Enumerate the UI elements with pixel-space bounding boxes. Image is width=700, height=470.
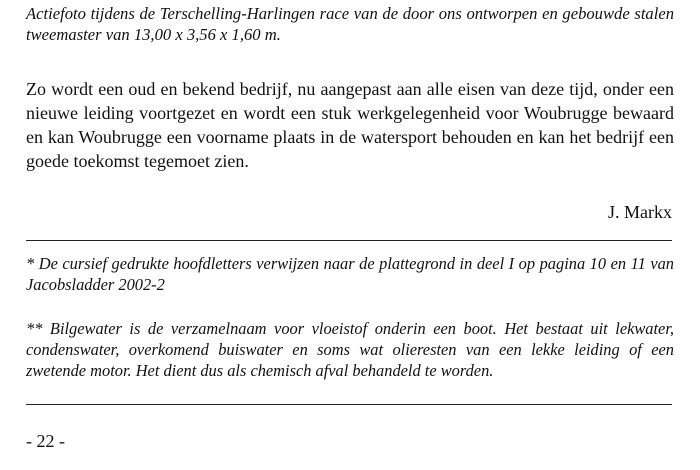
- page-number: - 22 -: [26, 431, 65, 451]
- footnote-2: ** Bilgewater is de verzamelnaam voor vloeistof onderin een boot. Het bestaat uit lekwater, condenswater, overkomend buiswater en soms wat olieresten van een lekke leiding of een zwetende motor. Het dient dus als chemisch afval behandeld te worden.: [26, 319, 674, 380]
- photo-caption: Actiefoto tijdens de Terschelling-Harlingen race van de door ons ontworpen en gebouwde stalen tweemaster van 13,00 x 3,56 x 1,60 m.: [26, 4, 674, 44]
- footnote-divider-bottom: [26, 404, 672, 405]
- author-signature: J. Markx: [608, 202, 672, 222]
- footnote-divider-top: [26, 240, 672, 241]
- body-paragraph: Zo wordt een oud en bekend bedrijf, nu aangepast aan alle eisen van deze tijd, onder een nieuwe leiding voortgezet en wordt een stuk werkgelegenheid voor Woubrugge bewaard en kan Woubrugge een voorname plaats in de watersport behouden en kan het bedrijf een goede toekomst tegemoet zien.: [26, 79, 674, 171]
- document-page: [26, 0, 674, 470]
- footnote-1: * De cursief gedrukte hoofdletters verwijzen naar de plattegrond in deel I op pagina 10 en 11 van Jacobsladder 2002-2: [26, 254, 674, 294]
